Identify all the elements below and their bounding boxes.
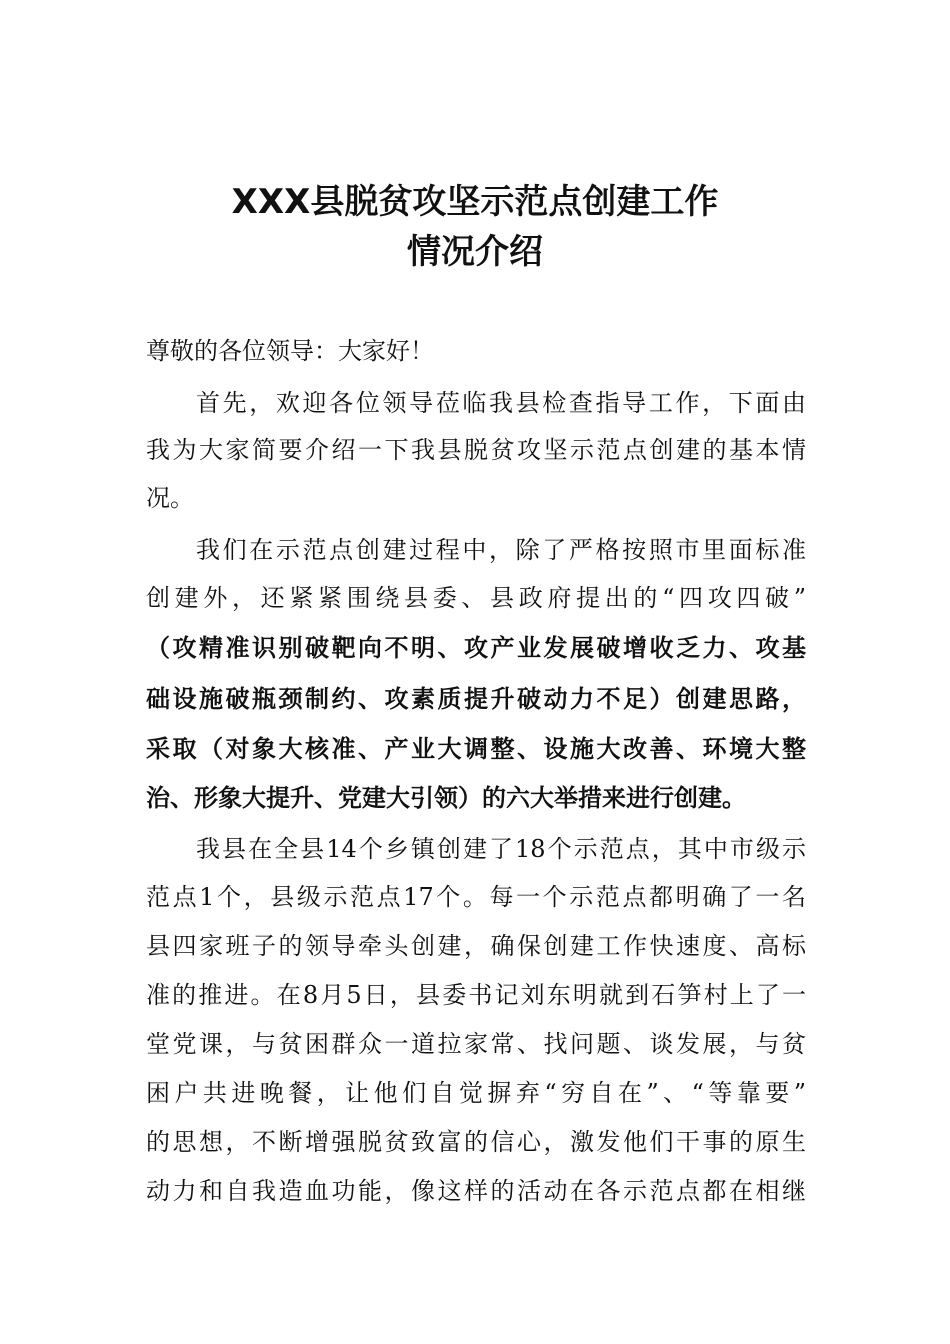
paragraph-1-line-1: 首先，欢迎各位领导莅临我县检查指导工作，下面由 xyxy=(196,389,806,417)
paragraph-3-line-3: 县四家班子的领导牵头创建，确保创建工作快速度、高标 xyxy=(146,932,806,960)
paragraph-1-line-3: 况。 xyxy=(146,484,194,512)
salutation-line: 尊敬的各位领导：大家好！ xyxy=(146,337,434,365)
paragraph-2-line-4: 础设施破瓶颈制约、攻素质提升破动力不足）创建思路， xyxy=(146,685,806,713)
paragraph-2-line-5: 采取（对象大核准、产业大调整、设施大改善、环境大整 xyxy=(146,735,806,763)
paragraph-3-line-8: 动力和自我造血功能，像这样的活动在各示范点都在相继 xyxy=(146,1177,806,1205)
document-title-line-2: 情况介绍 xyxy=(407,232,543,272)
paragraph-3-line-4: 准的推进。在8月5日，县委书记刘东明就到石笋村上了一 xyxy=(146,981,806,1009)
paragraph-1-line-2: 我为大家简要介绍一下我县脱贫攻坚示范点创建的基本情 xyxy=(146,436,806,464)
paragraph-3-line-7: 的思想，不断增强脱贫致富的信心，激发他们干事的原生 xyxy=(146,1128,806,1156)
paragraph-2-line-6: 治、形象大提升、党建大引领）的六大举措来进行创建。 xyxy=(146,784,746,812)
paragraph-3-line-6: 困户共进晚餐，让他们自觉摒弃“穷自在”、“等靠要” xyxy=(146,1079,806,1107)
paragraph-2-line-3: （攻精准识别破靶向不明、攻产业发展破增收乏力、攻基 xyxy=(146,634,806,662)
paragraph-2-line-1: 我们在示范点创建过程中，除了严格按照市里面标准 xyxy=(196,536,806,564)
paragraph-3-line-2: 范点1个，县级示范点17个。每一个示范点都明确了一名 xyxy=(146,883,806,911)
document-title-line-1: XXX县脱贫攻坚示范点创建工作 xyxy=(231,182,719,222)
paragraph-3-line-1: 我县在全县14个乡镇创建了18个示范点，其中市级示 xyxy=(196,835,806,863)
paragraph-2-line-2: 创建外，还紧紧围绕县委、县政府提出的“四攻四破” xyxy=(146,584,806,612)
paragraph-3-line-5: 堂党课，与贫困群众一道拉家常、找问题、谈发展，与贫 xyxy=(146,1030,806,1058)
